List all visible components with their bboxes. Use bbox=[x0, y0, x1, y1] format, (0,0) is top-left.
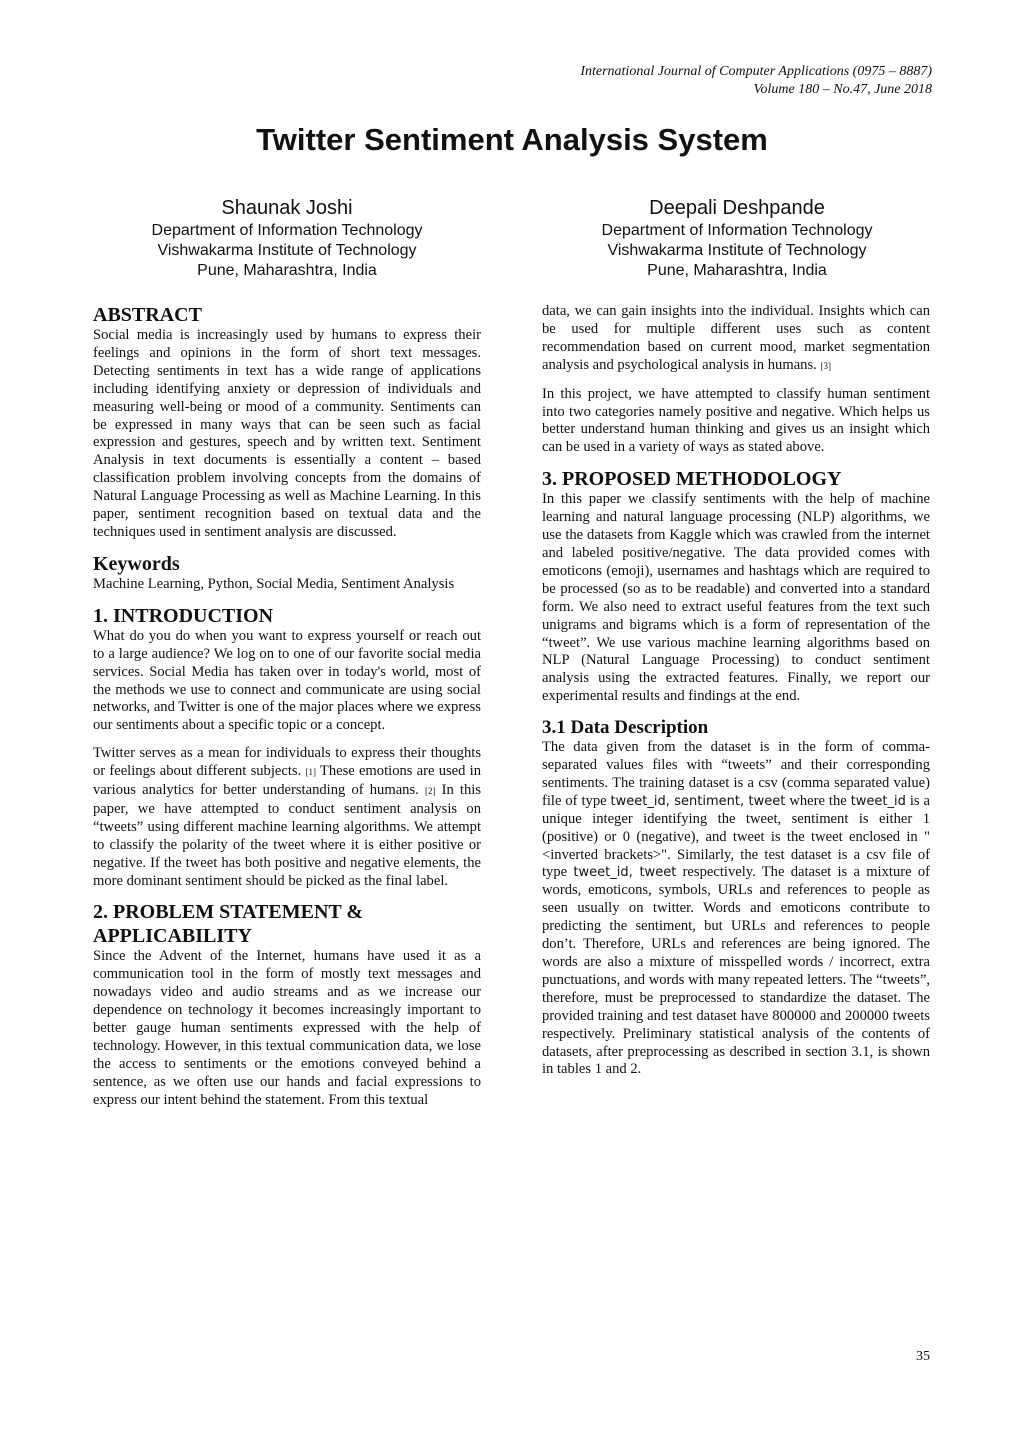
author-institute: Vishwakarma Institute of Technology bbox=[607, 242, 867, 259]
text-run: respectively. The dataset is a mixture of words, emoticons, symbols, URLs and references to people as seen usually on twitter. Words and emoticons contribute to predicting the sentiment, but URLs and references to people don’t. Therefore, URLs and references are being ignored. The words are also a mixture of misspelled words / incorrect, extra punctuations, and words with many repeated letters. The “tweets”, therefore, must be preprocessed to standardize the dataset. The provided training and test dataset have 800000 and 200000 tweets respectively. Preliminary statistical analysis of the contents of datasets, after preprocessing as described in section 3.1, is shown in tables 1 and 2. bbox=[542, 864, 931, 1078]
page-number: 35 bbox=[916, 1349, 930, 1364]
data-description-heading: 3.1 Data Description bbox=[542, 717, 709, 739]
author-block-2 bbox=[537, 196, 937, 281]
methodology-paragraph: In this paper we classify sentiments with the help of machine learning and natural language processing (NLP) algorithms, we use the datasets from Kaggle which was crawled from the internet and labeled positive/negative. The data provided comes with emoticons (emoji), usernames and hashtags which are required to be processed (so as to be readable) and converted into a standard form. We also need to extract useful features from the text such unigrams and bigrams which is a form of representation of the “tweet”. We use various machine learning algorithms based on NLP (Natural Language Processing) to conduct sentiment analysis using the extracted features. Finally, we report our experimental results and findings at the end. bbox=[542, 491, 930, 705]
code-text: tweet_id, tweet bbox=[573, 865, 677, 881]
paper-title: Twitter Sentiment Analysis System bbox=[256, 122, 768, 157]
problem-heading bbox=[93, 900, 481, 948]
abstract-text: Social media is increasingly used by humans to express their feelings and opinions in the form of short text messages. Detecting sentiments in text has a wide range of applications including identifying anxiety or depression of individuals and measuring well-being or mood of a community. Sentiments can be expressed in many ways that can be seen such as facial expression and gestures, speech and by written text. Sentiment Analysis in text documents is essentially a content – based classification problem involving concepts from the domains of Natural Language Processing as well as Machine Learning. In this paper, sentiment recognition based on textual data and the techniques used in sentiment analysis are discussed. bbox=[93, 327, 481, 540]
introduction-heading: 1. INTRODUCTION bbox=[93, 604, 274, 627]
heading-line: APPLICABILITY bbox=[93, 925, 252, 948]
author-name: Shaunak Joshi bbox=[221, 197, 353, 219]
keywords-text: Machine Learning, Python, Social Media, Sentiment Analysis bbox=[93, 575, 455, 592]
left-column bbox=[93, 303, 481, 1120]
methodology-heading: 3. PROPOSED METHODOLOGY bbox=[542, 468, 842, 491]
text-run: data, we can gain insights into the individual. Insights which can be used for multiple different uses such as content recommendation based on current mood, market segmentation analysis and psychological analysis in humans. bbox=[542, 303, 930, 373]
text-run: The data given from the dataset is in the form of comma-separated values files with “tweets” and their corresponding sentiments. The training dataset is a csv (comma separated value) file of type bbox=[542, 739, 930, 809]
code-text: tweet_id bbox=[850, 793, 906, 809]
author-location: Pune, Maharashtra, India bbox=[647, 262, 827, 279]
journal-volume: Volume 180 – No.47, June 2018 bbox=[753, 82, 932, 97]
right-column bbox=[542, 303, 930, 1089]
data-description-paragraph bbox=[542, 739, 930, 1079]
abstract-heading: ABSTRACT bbox=[93, 304, 202, 326]
heading-line: 2. PROBLEM STATEMENT & bbox=[93, 901, 364, 924]
journal-header bbox=[580, 63, 932, 99]
journal-name: International Journal of Computer Applications (0975 – 8887) bbox=[580, 64, 932, 79]
text-run: These emotions are used in various analytics for better understanding of humans. bbox=[93, 763, 481, 799]
author-department: Department of Information Technology bbox=[151, 222, 423, 239]
author-department: Department of Information Technology bbox=[601, 222, 873, 239]
keywords-heading: Keywords bbox=[93, 552, 180, 575]
citation-ref: [1] bbox=[305, 767, 316, 778]
author-block-1 bbox=[87, 196, 487, 281]
code-text: tweet_id, sentiment, tweet bbox=[610, 793, 786, 809]
introduction-paragraph-1: What do you do when you want to express yourself or reach out to a large audience? We log on to one of our favorite social media services. Social Media has taken over in today's world, most of the methods we use to connect and communicate are using social networks, and Twitter is one of the major places where we express our sentiments about a specific topic or a concept. bbox=[93, 627, 481, 734]
text-run: is a unique integer identifying the tweet, sentiment is either 1 (positive) or 0 (negative), and tweet is the tweet enclosed in "<inverted brackets>". Similarly, the test dataset is a csv file of type bbox=[542, 792, 930, 881]
text-run: In this paper, we have attempted to conduct sentiment analysis on “tweets” using different machine learning algorithms. We attempt to classify the polarity of the tweet where it is either positive or negative. If the tweet has both positive and negative elements, the more dominant sentiment should be picked as the final label. bbox=[93, 782, 482, 889]
author-location: Pune, Maharashtra, India bbox=[197, 262, 377, 279]
text-run: Twitter serves as a mean for individuals to express their thoughts or feelings about different subjects. bbox=[93, 745, 481, 780]
introduction-paragraph-2 bbox=[93, 745, 481, 890]
problem-paragraph-1-continued bbox=[542, 303, 930, 376]
author-name: Deepali Deshpande bbox=[649, 197, 825, 219]
problem-paragraph-2: In this project, we have attempted to classify human sentiment into two categories namely positive and negative. Which helps us better understand human thinking and gives us an insight which can be used in a variety of ways as stated above. bbox=[542, 385, 930, 456]
citation-ref: [2] bbox=[424, 786, 436, 797]
author-institute: Vishwakarma Institute of Technology bbox=[157, 242, 417, 259]
text-run: where the bbox=[789, 792, 847, 809]
problem-paragraph-1: Since the Advent of the Internet, humans have used it as a communication tool in the form of mostly text messages and nowadays video and audio streams and as we increase our dependence on technology it becomes increasingly important to better gauge human sentiments expressed with the help of technology. However, in this textual communication data, we lose the access to sentiments or the emotions conveyed behind a sentence, as we often use our hands and facial expressions to express our intent behind the statement. From this textual bbox=[93, 948, 481, 1108]
citation-ref: [3] bbox=[820, 360, 831, 371]
